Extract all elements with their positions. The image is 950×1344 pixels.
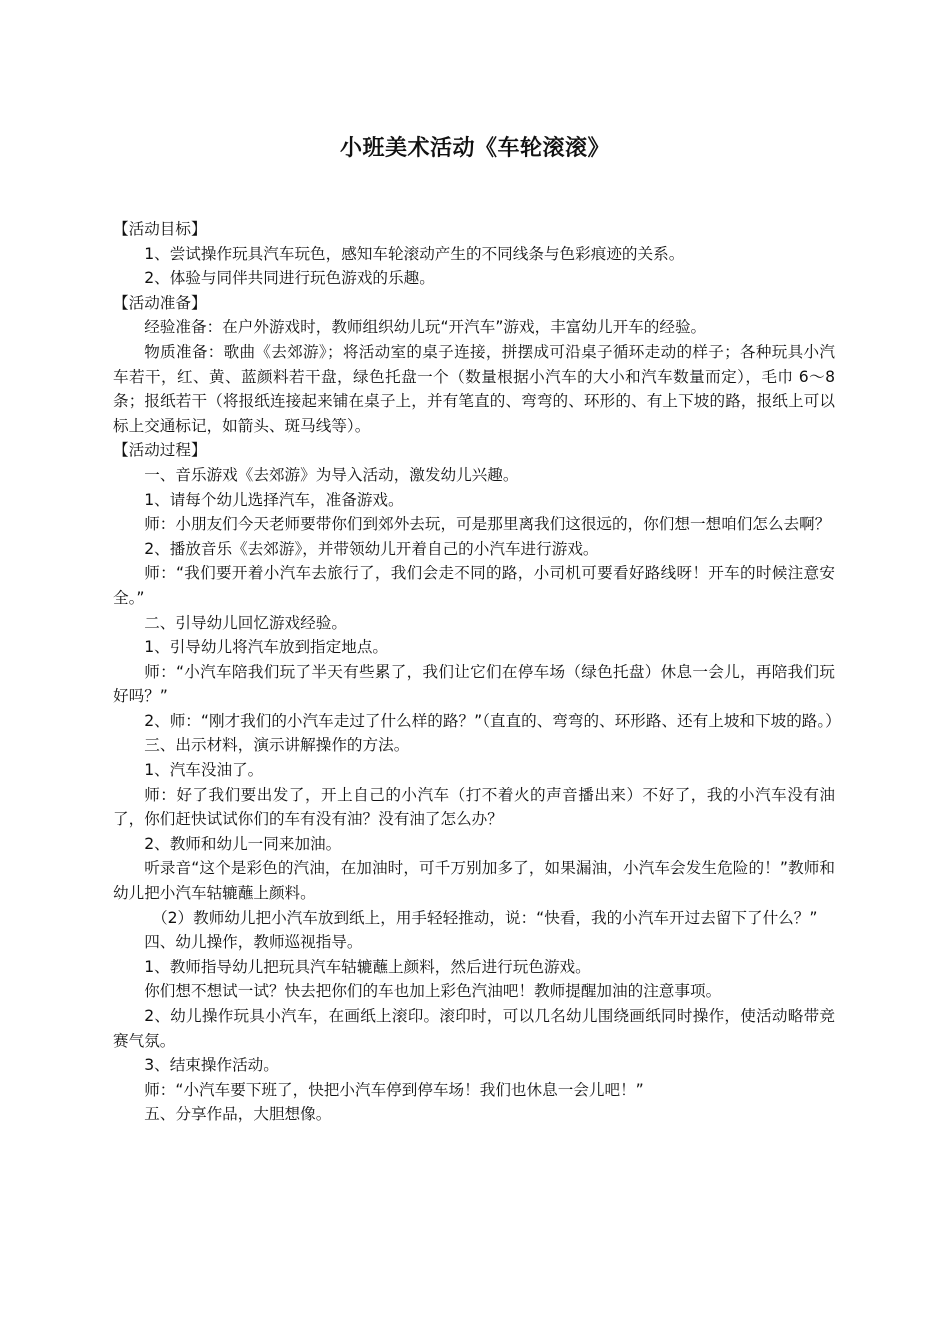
paragraph: 师：“小汽车陪我们玩了半天有些累了，我们让它们在停车场（绿色托盘）休息一会儿，再陪我们玩好吗？”	[113, 662, 835, 706]
paragraph: 2、体验与同伴共同进行玩色游戏的乐趣。	[144, 269, 435, 288]
paragraph: 经验准备：在户外游戏时，教师组织幼儿玩“开汽车”游戏，丰富幼儿开车的经验。	[144, 318, 707, 337]
paragraph: 听录音“这个是彩色的汽油，在加油时，可千万别加多了，如果漏油，小汽车会发生危险的！”教师和幼儿把小汽车轱辘蘸上颜料。	[113, 859, 835, 903]
section-heading: 【活动准备】	[113, 293, 207, 312]
paragraph: 3、结束操作活动。	[144, 1056, 279, 1075]
document-body	[113, 217, 841, 1127]
paragraph: 1、尝试操作玩具汽车玩色，感知车轮滚动产生的不同线条与色彩痕迹的关系。	[144, 244, 685, 263]
paragraph: 1、请每个幼儿选择汽车，准备游戏。	[144, 490, 404, 509]
paragraph: 2、播放音乐《去郊游》，并带领幼儿开着自己的小汽车进行游戏。	[144, 539, 599, 558]
paragraph: （2）教师幼儿把小汽车放到纸上，用手轻轻推动，说：“快看，我的小汽车开过去留下了什么？”	[152, 908, 818, 927]
paragraph: 三、出示材料，演示讲解操作的方法。	[144, 736, 410, 755]
document-title: 小班美术活动《车轮滚滚》	[339, 136, 610, 161]
paragraph: 1、引导幼儿将汽车放到指定地点。	[144, 638, 389, 657]
paragraph: 二、引导幼儿回忆游戏经验。	[144, 613, 347, 632]
paragraph: 师：小朋友们今天老师要带你们到郊外去玩，可是那里离我们这很远的，你们想一想咱们怎么去啊？	[144, 515, 831, 534]
paragraph: 2、师：“刚才我们的小汽车走过了什么样的路？”（直直的、弯弯的、环形路、还有上坡和下坡的路。）	[144, 711, 841, 730]
paragraph: 1、教师指导幼儿把玩具汽车轱辘蘸上颜料，然后进行玩色游戏。	[144, 957, 591, 976]
section-heading: 【活动目标】	[113, 220, 207, 238]
paragraph: 师：好了我们要出发了，开上自己的小汽车（打不着火的声音播出来）不好了，我的小汽车没有油了，你们赶快试试你们的车有没有油？没有油了怎么办？	[113, 785, 835, 829]
paragraph: 2、教师和幼儿一同来加油。	[144, 834, 342, 853]
paragraph: 1、汽车没油了。	[144, 761, 264, 780]
paragraph: 物质准备：歌曲《去郊游》；将活动室的桌子连接，拼摆成可沿桌子循环走动的样子；各种玩具小汽车若干，红、黄、蓝颜料若干盘，绿色托盘一个（数量根据小汽车的大小和汽车数量而定），毛巾 6～8 条；报纸若干（将报纸连接起来铺在桌子上，并有笔直的、弯弯的、环形的、有上下坡的路，报纸上可以标上交通标记，如箭头、斑马线等）。	[113, 342, 835, 435]
paragraph: 你们想不想试一试？快去把你们的车也加上彩色汽油吧！教师提醒加油的注意事项。	[144, 982, 722, 1001]
paragraph: 五、分享作品，大胆想像。	[144, 1105, 332, 1124]
paragraph: 四、幼儿操作，教师巡视指导。	[144, 933, 363, 952]
paragraph: 2、幼儿操作玩具小汽车，在画纸上滚印。滚印时，可以几名幼儿围绕画纸同时操作，使活动略带竞赛气氛。	[113, 1007, 835, 1050]
section-heading: 【活动过程】	[113, 441, 207, 460]
paragraph: 师：“小汽车要下班了，快把小汽车停到停车场！我们也休息一会儿吧！”	[144, 1080, 644, 1099]
paragraph: 一、音乐游戏《去郊游》为导入活动，激发幼儿兴趣。	[144, 465, 519, 484]
paragraph: 师：“我们要开着小汽车去旅行了，我们会走不同的路，小司机可要看好路线呀！开车的时候注意安全。”	[113, 564, 835, 607]
